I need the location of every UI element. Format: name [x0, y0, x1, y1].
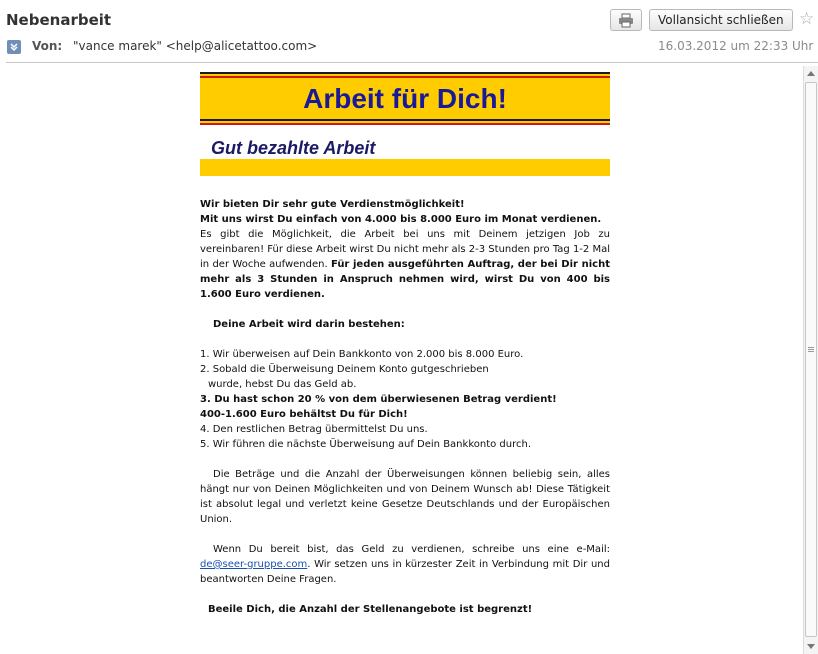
step-2: 2. Sobald die Überweisung Deinem Konto gutgeschrieben	[200, 364, 489, 375]
step-1: 1. Wir überweisen auf Dein Bankkonto von 2.000 bis 8.000 Euro.	[200, 349, 524, 360]
date: 16.03.2012 um 22:33 Uhr	[658, 39, 814, 53]
step-4: 4. Den restlichen Betrag übermittelst Du uns.	[200, 424, 428, 435]
intro-text: Es gibt die Möglichkeit, die Arbeit bei uns mit Deinem jetzigen Job zu vereinbaren! Für diese Arbeit wirst Du nicht mehr als 2-3 Stunden pro Tag 1-2 Mal in der Woche aufwenden.	[200, 229, 610, 270]
star-icon[interactable]: ☆	[799, 9, 815, 29]
banner	[200, 72, 610, 125]
print-button[interactable]	[610, 9, 642, 31]
scrollbar-thumb[interactable]	[805, 82, 817, 637]
intro-line1: Wir bieten Dir sehr gute Verdienstmöglichkeit!	[200, 199, 465, 210]
closing-line: Beeile Dich, die Anzahl der Stellenangebote ist begrenzt!	[208, 604, 533, 615]
banner-title: Arbeit für Dich!	[200, 78, 610, 119]
intro-line2: Mit uns wirst Du einfach von 4.000 bis 8.000 Euro im Monat verdienen.	[200, 214, 602, 225]
from-label: Von:	[32, 39, 63, 53]
header-divider	[6, 62, 818, 63]
grip-icon	[808, 347, 814, 348]
expand-icon[interactable]	[7, 40, 21, 54]
vertical-scrollbar[interactable]	[803, 66, 818, 654]
banner-subtitle: Gut bezahlte Arbeit	[211, 138, 376, 158]
banner-subtitle-row	[200, 137, 610, 159]
step-3: 3. Du hast schon 20 % von dem überwiesenen Betrag verdient!	[200, 394, 557, 405]
sender[interactable]: "vance marek" <help@alicetattoo.com>	[73, 39, 318, 53]
contact-text: Wenn Du bereit bist, das Geld zu verdienen, schreibe uns eine e-Mail:	[213, 544, 610, 555]
printer-icon	[618, 13, 634, 28]
mail-body	[200, 197, 610, 617]
step-3-cont: 400-1.600 Euro behältst Du für Dich!	[200, 409, 408, 420]
gold-bar	[200, 159, 610, 176]
scroll-up-arrow-icon[interactable]	[807, 71, 815, 76]
paragraph-contact	[200, 542, 610, 587]
contact-text-end: . Wir setzen uns in kürzester Zeit in Verbindung mit Dir und beantworten Deine Fragen.	[200, 559, 610, 585]
scroll-down-arrow-icon[interactable]	[807, 644, 815, 649]
step-5: 5. Wir führen die nächste Überweisung auf Dein Bankkonto durch.	[200, 439, 532, 450]
intro-bold-text: Für jeden ausgeführten Auftrag, der bei Dir nicht mehr als 3 Stunden in Anspruch nehmen wird, wirst Du von 400 bis 1.600 Euro verdienen.	[200, 259, 610, 300]
close-fullview-button[interactable]: Vollansicht schließen	[649, 9, 793, 31]
legal-text: Die Beträge und die Anzahl der Überweisungen können beliebig sein, alles hängt nur von Deinen Möglichkeiten und von Deinem Wunsch ab! Diese Tätigkeit ist absolut legal und verletzt keine Gesetze Deutschlands und der Europäischen Union.	[200, 469, 610, 525]
task-heading: Deine Arbeit wird darin bestehen:	[213, 319, 405, 330]
paragraph-legal	[200, 467, 610, 527]
step-2-cont: wurde, hebst Du das Geld ab.	[208, 379, 357, 390]
intro-paragraph	[200, 227, 610, 302]
subject-title: Nebenarbeit	[6, 11, 112, 29]
email-link[interactable]: de@seer-gruppe.com	[200, 559, 308, 570]
